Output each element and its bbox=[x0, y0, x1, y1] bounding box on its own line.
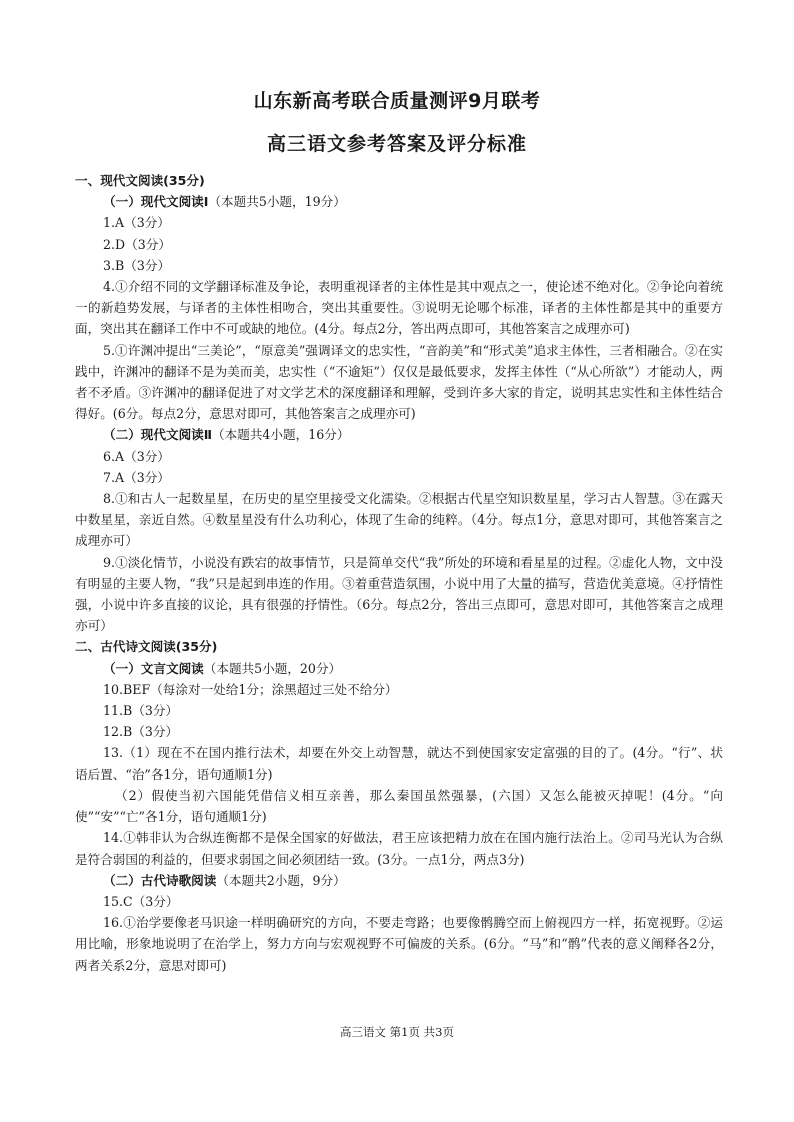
answer-item: 8.①和古人一起数星星，在历史的星空里接受文化濡染。②根据古代星空知识数星星，学习古人智慧。③在露天中数星星，亲近自然。④数星星没有什么功利心，体现了生命的纯粹。（4分。每点1分，意思对即可，其他答案言之成理亦可） bbox=[75, 491, 723, 549]
answer-item: 3.B（3分） bbox=[103, 257, 171, 273]
answer-item: 12.B（3分） bbox=[103, 724, 179, 740]
answer-item: 14.①韩非认为合纵连衡都不是保全国家的好做法，君王应该把精力放在在国内施行法治上。②司马光认为合纵是符合弱国的利益的，但要求弱国之间必须团结一致。(3分。一点1分，两点3分) bbox=[75, 830, 723, 867]
answer-content bbox=[75, 170, 723, 976]
answer-item: 11.B（3分） bbox=[103, 703, 179, 719]
subsection-label: （二）古代诗歌阅读 bbox=[103, 872, 217, 888]
answer-item: 1.A（3分） bbox=[103, 215, 170, 231]
exam-title: 山东新高考联合质量测评9月联考 bbox=[253, 90, 541, 112]
page-footer: 高三语文 第1页 共3页 bbox=[340, 1025, 454, 1039]
subsection-heading bbox=[75, 870, 723, 891]
answer-item: 4.①介绍不同的文学翻译标准及争论，表明重视译者的主体性是其中观点之一，使论述不绝对化。②争论向着统一的新趋势发展，与译者的主体性相吻合，突出其重要性。③说明无论哪个标准，译者的主体性都是其中的重要方面，突出其在翻译工作中不可或缺的地位。(4分。每点2分，答出两点即可，其他答案言之成理亦可) bbox=[75, 279, 723, 337]
answer-item: 10.BEF（每涂对一处给1分；涂黑超过三处不给分） bbox=[103, 681, 398, 697]
answer-item: 15.C（3分） bbox=[103, 893, 179, 909]
answer-item: 13.（1）现在不在国内推行法术，却要在外交上动智慧，就达不到使国家安定富强的目的了。(4分。“行”、状语后置、“治”各1分，语句通顺1分) bbox=[75, 745, 723, 782]
subsection-heading bbox=[75, 191, 723, 212]
answer-item: 7.A（3分） bbox=[103, 469, 170, 485]
subsection-heading bbox=[75, 658, 723, 679]
subsection-note: （本题共5小题，20分） bbox=[203, 660, 342, 676]
subsection-label: （一）文言文阅读 bbox=[103, 660, 204, 676]
answer-item: 9.①淡化情节，小说没有跌宕的故事情节，只是简单交代“我”所处的环境和看星星的过程。②虚化人物，文中没有明显的主要人物，“我”只是起到串连的作用。③着重营造氛围，小说中用了大量的描写，营造优美意境。④抒情性强，小说中许多直接的议论，具有很强的抒情性。（6分。每点2分，答出三点即可，意思对即可，其他答案言之成理亦可） bbox=[75, 554, 723, 634]
subsection-heading bbox=[75, 424, 723, 445]
section-heading-classical-reading: 二、古代诗文阅读(35分) bbox=[75, 639, 218, 655]
answer-item: 6.A（3分） bbox=[103, 448, 170, 464]
document-subtitle: 高三语文参考答案及评分标准 bbox=[266, 133, 527, 155]
answer-item: 16.①治学要像老马识途一样明确研究的方向，不要走弯路；也要像鹘腾空而上俯视四方一样，拓宽视野。②运用比喻，形象地说明了在治学上，努力方向与宏观视野不可偏废的关系。(6分。“马”和“鹘”代表的意义阐释各2分，两者关系2分，意思对即可) bbox=[75, 915, 723, 973]
answer-item: 5.①许渊冲提出“三美论”，“原意美”强调译文的忠实性，“音韵美”和“形式美”追求主体性，三者相融合。②在实践中，许渊冲的翻译不是为美而美，忠实性（“不逾矩”）仅仅是最低要求，发挥主体性（“从心所欲”）才能动人，两者不矛盾。③许渊冲的翻译促进了对文学艺术的深度翻译和理解，受到许多大家的肯定，说明其忠实性和主体性结合得好。(6分。每点2分，意思对即可，其他答案言之成理亦可) bbox=[75, 342, 723, 422]
answer-item: （2）假使当初六国能凭借信义相互亲善，那么秦国虽然强暴，(六国）又怎么能被灭掉呢！(4分。“向使”“安”“亡”各1分，语句通顺1分) bbox=[75, 787, 723, 825]
subsection-note: （本题共5小题，19分） bbox=[208, 194, 346, 210]
section-heading-modern-reading: 一、现代文阅读(35分) bbox=[75, 173, 205, 188]
subsection-label: （一）现代文阅读Ⅰ bbox=[103, 194, 209, 210]
subsection-label: （二）现代文阅读Ⅱ bbox=[103, 427, 213, 443]
answer-item: 2.D（3分） bbox=[103, 236, 171, 252]
subsection-note: （本题共4小题，16分） bbox=[212, 427, 350, 443]
subsection-note: （本题共2小题，9分） bbox=[216, 872, 346, 888]
